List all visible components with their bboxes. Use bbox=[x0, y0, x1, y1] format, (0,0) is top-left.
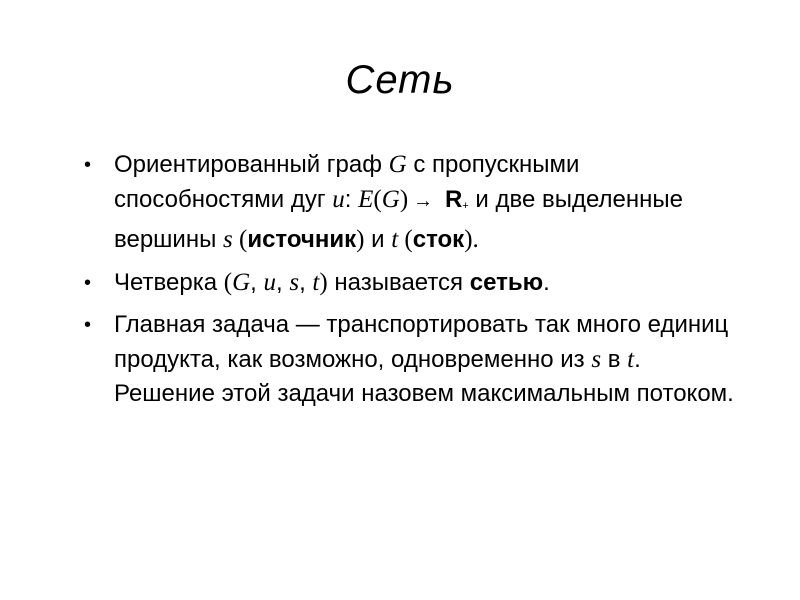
math-paren: ( bbox=[232, 226, 248, 253]
math-var-t: t bbox=[391, 226, 399, 253]
bullet-item-quadruple bbox=[84, 266, 744, 301]
math-paren: ( bbox=[373, 185, 382, 213]
math-var-g: G bbox=[388, 151, 407, 178]
math-paren: ( bbox=[223, 268, 233, 296]
term-source: источник bbox=[247, 226, 357, 253]
math-var-u: u bbox=[263, 268, 276, 296]
math-paren: ) bbox=[399, 185, 409, 213]
math-plus-subscript: + bbox=[462, 199, 469, 212]
math-reals: R bbox=[444, 185, 463, 213]
math-paren: ) bbox=[356, 226, 365, 253]
bullet-list bbox=[84, 148, 744, 420]
math-var-s: s bbox=[289, 268, 300, 296]
text: в bbox=[601, 345, 628, 373]
math-var-e: E bbox=[358, 185, 374, 213]
bullet-icon: • bbox=[84, 271, 92, 294]
slide-title: Сеть bbox=[345, 58, 455, 102]
math-var-u: u bbox=[332, 185, 345, 213]
bullet-icon: • bbox=[84, 314, 92, 336]
bullet-item-directed-graph bbox=[84, 148, 744, 258]
text: , bbox=[299, 268, 313, 296]
term-sink: сток bbox=[412, 226, 465, 253]
text: . bbox=[543, 268, 550, 296]
text: и bbox=[364, 226, 392, 253]
math-var-s: s bbox=[591, 345, 602, 373]
math-var-s: s bbox=[223, 226, 233, 253]
text: . Решение этой задачи назовем максимальным потоком. bbox=[114, 345, 734, 407]
text: : bbox=[344, 185, 359, 213]
bullet-icon: • bbox=[84, 154, 92, 176]
term-network: сетью bbox=[469, 268, 544, 296]
math-var-t: t bbox=[627, 345, 635, 373]
bullet-item-main-task bbox=[84, 308, 744, 412]
math-var-g: G bbox=[232, 268, 251, 296]
text: Четверка bbox=[114, 268, 224, 296]
text: , bbox=[250, 268, 264, 296]
text: называется bbox=[327, 268, 470, 296]
math-paren: ). bbox=[464, 226, 479, 253]
text: и две выделенные вершины bbox=[114, 185, 683, 253]
text: Главная задача — транспортировать так много единиц продукта, как возможно, одновременно из bbox=[114, 311, 729, 373]
text: с пропускными способностями дуг bbox=[114, 151, 580, 213]
arrow-icon: → bbox=[412, 189, 433, 212]
math-paren: ( bbox=[398, 226, 413, 253]
math-paren: ) bbox=[319, 268, 328, 296]
text: Ориентированный граф bbox=[114, 151, 389, 178]
text: , bbox=[276, 268, 290, 296]
math-var-g: G bbox=[381, 185, 400, 213]
math-var-t: t bbox=[312, 268, 320, 296]
